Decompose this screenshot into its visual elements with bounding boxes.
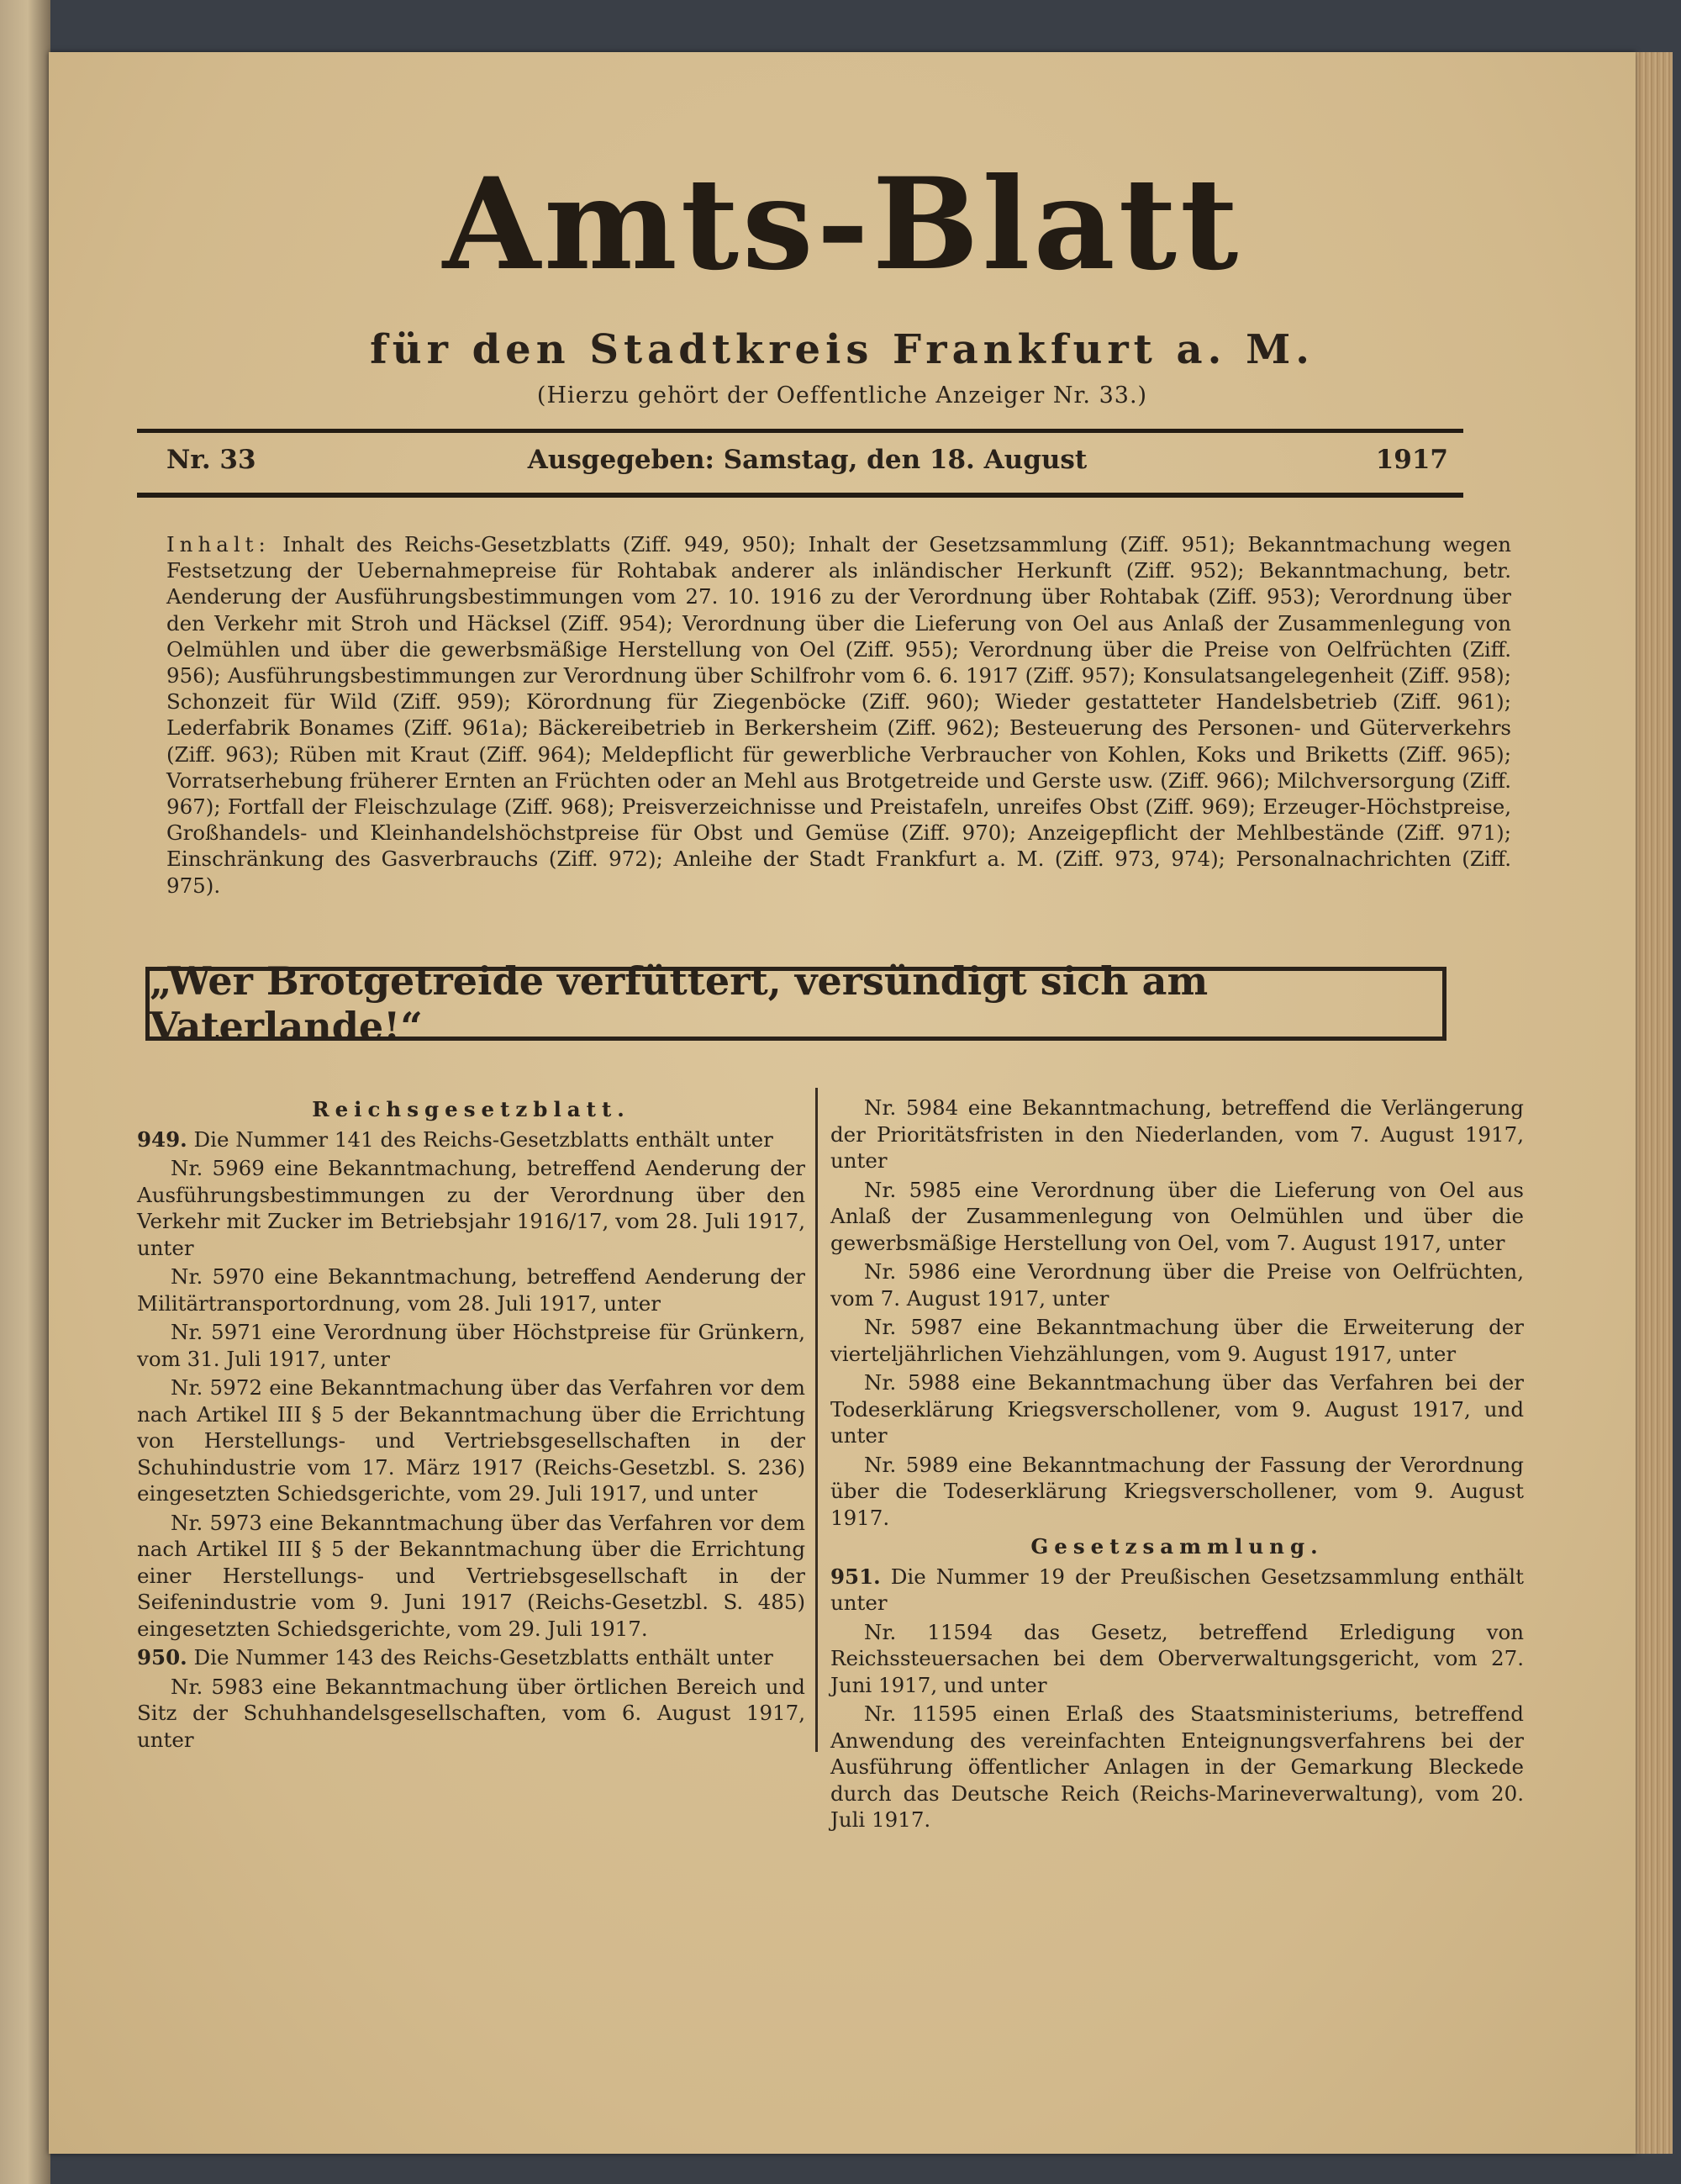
issue-date: Ausgegeben: Samstag, den 18. August [527,445,1088,475]
list-item: Nr. 5973 eine Bekanntmachung über das Verfahren vor dem nach Artikel III § 5 der Bekanntmachung über die Errichtung einer Herstellungs- und Vertriebsgesellschaft in der Seifenindustrie vom 9. Juni 1917 (Reichs-Gesetzbl. S. 485) eingesetzten Schiedsgerichte, vom 29. Juli 1917. [137,1510,805,1641]
list-item: Nr. 5972 eine Bekanntmachung über das Verfahren vor dem nach Artikel III § 5 der Bekanntmachung über die Errichtung von Herstellungs- und Vertriebsgesellschaften in der Schuhindustrie vom 17. März 1917 (Reichs-Gesetzbl. S. 236) eingesetzten Schiedsgerichte, vom 29. Juli 1917, und unter [137,1375,805,1506]
section-951 [830,1564,1524,1617]
section-number: 951. [830,1564,881,1589]
list-item: Nr. 11594 das Gesetz, betreffend Erledigung von Reichssteuersachen bei dem Oberverwaltungsgericht, vom 27. Juni 1917, und unter [830,1619,1524,1697]
slogan-text: „Wer Brotgetreide verfüttert, versündigt sich am Vaterlande!“ [150,958,1209,1049]
list-item: Nr. 5984 eine Bekanntmachung, betreffend die Verlängerung der Prioritätsfristen in den Niederlanden, vom 7. August 1917, unter [830,1095,1524,1173]
issue-year: 1917 [1375,445,1448,475]
list-item: Nr. 5989 eine Bekanntmachung der Fassung der Verordnung über die Todeserklärung Kriegsverschollener, vom 9. August 1917. [830,1452,1524,1530]
masthead-subtitle: für den Stadtkreis Frankfurt a. M. [370,326,1315,373]
list-item: Nr. 5983 eine Bekanntmachung über örtlichen Bereich und Sitz der Schuhhandelsgesellschaften, vom 6. August 1917, unter [137,1674,805,1752]
masthead-title: Amts-Blatt [442,150,1242,298]
section-number: 950. [137,1645,187,1670]
list-item: Nr. 5985 eine Verordnung über die Lieferung von Oel aus Anlaß der Zusammenlegung von Oelmühlen und über die gewerbsmäßige Herstellung von Oel, vom 7. August 1917, unter [830,1177,1524,1255]
left-column [137,1095,805,1755]
section-intro: Die Nummer 143 des Reichs-Gesetzblatts enthält unter [193,1645,773,1670]
section-heading-gesetzsammlung: Gesetzsammlung. [1030,1534,1324,1559]
list-item: Nr. 5986 eine Verordnung über die Preise von Oelfrüchten, vom 7. August 1917, unter [830,1259,1524,1311]
page-edge [1636,52,1673,2154]
list-item: Nr. 5988 eine Bekanntmachung über das Verfahren bei der Todeserklärung Kriegsverschollener, vom 9. August 1917, und unter [830,1370,1524,1448]
newspaper-page [49,52,1636,2154]
column-divider [815,1088,818,1752]
list-item: Nr. 11595 einen Erlaß des Staatsministeriums, betreffend Anwendung des vereinfachten Enteignungsverfahrens bei der Ausführung öffentlicher Anlagen in der Gemarkung Bleckede durch das Deutsche Reich (Reichs-Marineverwaltung), vom 20. Juli 1917. [830,1701,1524,1832]
right-column [830,1095,1524,1836]
table-of-contents [166,531,1511,899]
section-intro: Die Nummer 19 der Preußischen Gesetzsammlung enthält unter [830,1564,1524,1615]
list-item: Nr. 5969 eine Bekanntmachung, betreffend Aenderung der Ausführungsbestimmungen zu der Verordnung über den Verkehr mit Zucker im Betriebsjahr 1916/17, vom 28. Juli 1917, unter [137,1156,805,1260]
masthead-note: (Hierzu gehört der Oeffentliche Anzeiger Nr. 33.) [536,382,1148,409]
slogan-box [145,958,1447,1049]
list-item: Nr. 5971 eine Verordnung über Höchstpreise für Grünkern, vom 31. Juli 1917, unter [137,1320,805,1371]
list-item: Nr. 5970 eine Bekanntmachung, betreffend Aenderung der Militärtransportordnung, vom 28. Juli 1917, unter [137,1264,805,1316]
section-949 [137,1126,805,1153]
book-binding [0,0,50,2184]
header-rule-bottom [137,493,1463,498]
contents-text: Inhalt des Reichs-Gesetzblatts (Ziff. 949, 950); Inhalt der Gesetzsammlung (Ziff. 951); Bekanntmachung wegen Festsetzung der Uebernahmepreise für Rohtabak anderer als inländischer Herkunft (Ziff. 952); Bekanntmachung, betr. Aenderung der Ausführungsbestimmungen vom 27. 10. 1916 zu der Verordnung über Rohtabak (Ziff. 953); Verordnung über den Verkehr mit Stroh und Häcksel (Ziff. 954); Verordnung über die Lieferung von Oel aus Anlaß der Zusammenlegung von Oelmühlen und über die gewerbsmäßige Herstellung von Oel (Ziff. 955); Verordnung über die Preise von Oelfrüchten (Ziff. 956); Ausführungsbestimmungen zur Verordnung über Schilfrohr vom 6. 6. 1917 (Ziff. 957); Konsulatsangelegenheit (Ziff. 958); Schonzeit für Wild (Ziff. 959); Körordnung für Ziegenböcke (Ziff. 960); Wieder gestatteter Handelsbetrieb (Ziff. 961); Lederfabrik Bonames (Ziff. 961a); Bäckereibetrieb in Berkersheim (Ziff. 962); Besteuerung des Personen- und Güterverkehrs (Ziff. 963); Rüben mit Kraut (Ziff. 964); Meldepflicht für gewerbliche Verbraucher von Kohlen, Koks und Briketts (Ziff. 965); Vorratserhebung früherer Ernten an Früchten oder an Mehl aus Brotgetreide und Gerste usw. (Ziff. 966); Milchversorgung (Ziff. 967); Fortfall der Fleischzulage (Ziff. 968); Preisverzeichnisse und Preistafeln, unreifes Obst (Ziff. 969); Erzeuger-Höchstpreise, Großhandels- und Kleinhandelshöchstpreise für Obst und Gemüse (Ziff. 970); Anzeigepflicht der Mehlbestände (Ziff. 971); Einschränkung des Gasverbrauchs (Ziff. 972); Anleihe der Stadt Frankfurt a. M. (Ziff. 973, 974); Personalnachrichten (Ziff. 975). [166,532,1511,898]
section-number: 949. [137,1126,187,1152]
issue-number: Nr. 33 [166,445,256,475]
section-intro: Die Nummer 141 des Reichs-Gesetzblatts enthält unter [193,1126,773,1152]
section-950 [137,1644,805,1671]
section-heading-reichsgesetzblatt: Reichsgesetzblatt. [312,1097,630,1121]
list-item: Nr. 5987 eine Bekanntmachung über die Erweiterung der vierteljährlichen Viehzählungen, vom 9. August 1917, unter [830,1315,1524,1366]
header-rule-top [137,429,1463,433]
contents-label: Inhalt: [166,532,271,557]
